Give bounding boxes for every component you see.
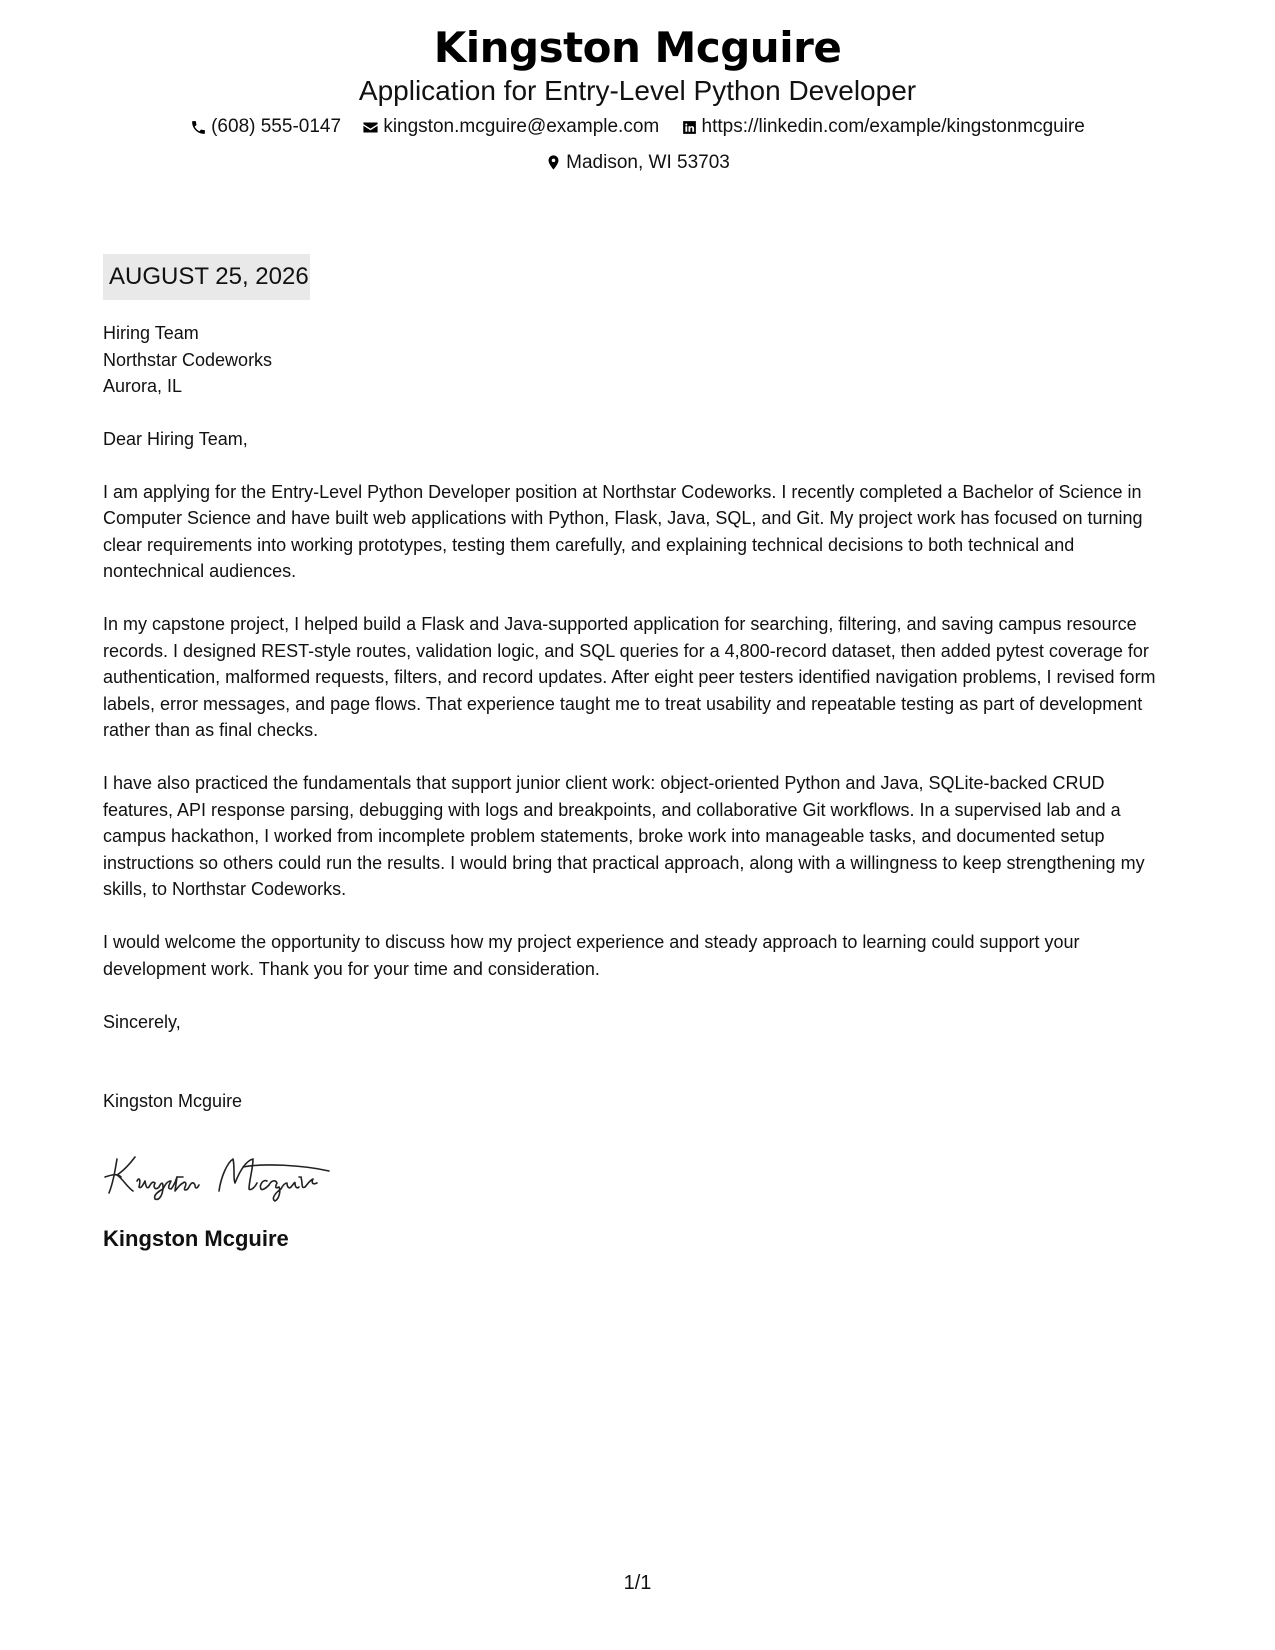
phone-number: (608) 555-0147 bbox=[211, 116, 342, 137]
letter-body bbox=[103, 254, 1178, 1253]
recipient-line: Hiring Team bbox=[103, 323, 199, 343]
paragraph-intro: I am applying for the Entry-Level Python Developer position at Northstar Codeworks. I recently completed a Bachelor of Science in Computer Science and have built web applications with Python, Flask, Java, SQL, and Git. My project work has focused on turning clear requirements into working prototypes, testing them carefully, and explaining technical decisions to both technical and nontechnical audiences. bbox=[103, 481, 1143, 581]
letter-date: AUGUST 25, 2026 bbox=[103, 254, 310, 300]
typed-name: Kingston Mcguire bbox=[103, 1091, 243, 1111]
phone-icon bbox=[190, 119, 207, 136]
handwritten-signature bbox=[103, 1147, 373, 1203]
contact-email[interactable] bbox=[362, 114, 659, 140]
location-text: Madison, WI 53703 bbox=[566, 151, 730, 173]
recipient-location: Aurora, IL bbox=[103, 376, 183, 396]
recipient-block bbox=[103, 320, 1178, 400]
paragraph-closing: I would welcome the opportunity to discuss how my project experience and steady approach to learning could support your development work. Thank you for your time and consideration. bbox=[103, 932, 1080, 979]
closing: Sincerely, bbox=[103, 1011, 181, 1032]
contact-row-location bbox=[0, 150, 1275, 180]
email-link[interactable]: kingston.mcguire@example.com bbox=[383, 116, 660, 137]
linkedin-icon bbox=[681, 119, 698, 136]
application-subtitle: Application for Entry-Level Python Developer bbox=[358, 75, 917, 106]
envelope-icon bbox=[362, 119, 379, 136]
salutation: Dear Hiring Team, bbox=[103, 428, 248, 449]
map-pin-icon bbox=[545, 154, 562, 171]
signature-name: Kingston Mcguire bbox=[103, 1225, 289, 1251]
contact-row bbox=[0, 114, 1275, 144]
contact-phone bbox=[190, 114, 341, 140]
contact-linkedin[interactable] bbox=[681, 114, 1085, 140]
applicant-name: Kingston Mcguire bbox=[433, 23, 842, 72]
signature-image bbox=[103, 1147, 373, 1203]
page-number: 1/1 bbox=[623, 1572, 652, 1594]
recipient-company: Northstar Codeworks bbox=[103, 349, 273, 370]
letter-header bbox=[0, 22, 1275, 179]
paragraph-capstone: In my capstone project, I helped build a Flask and Java-supported application for searching, filtering, and saving campus resource records. I designed REST-style routes, validation logic, and SQL queries for a 4,800-record dataset, then added pytest coverage for authentication, malformed requests, filters, and record updates. After eight peer testers identified navigation problems, I revised form labels, error messages, and page flows. That experience taught me to treat usability and repeatable testing as part of development rather than as final checks. bbox=[103, 614, 1156, 740]
contact-location bbox=[545, 150, 730, 176]
linkedin-link[interactable]: https://linkedin.com/example/kingstonmcguire bbox=[701, 116, 1085, 137]
paragraph-fundamentals: I have also practiced the fundamentals that support junior client work: object-oriented Python and Java, SQLite-backed CRUD features, API response parsing, debugging with logs and breakpoints, and collaborative Git workflows. In a supervised lab and a campus hackathon, I worked from incomplete problem statements, broke work into manageable tasks, and documented setup instructions so others could run the results. I would bring that practical approach, along with a willingness to keep strengthening my skills, to Northstar Codeworks. bbox=[103, 773, 1145, 899]
